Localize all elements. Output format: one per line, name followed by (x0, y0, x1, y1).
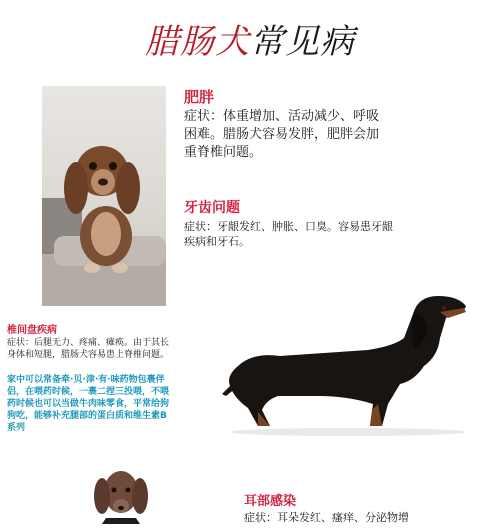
page-title (0, 12, 500, 72)
teeth-title: 牙齿问题 (184, 200, 240, 216)
ear-title: 耳部感染 (244, 494, 297, 509)
portrait-dachshund-image (92, 462, 150, 524)
obesity-title: 肥胖 (184, 88, 215, 106)
title-part-red: 腊肠犬 (145, 22, 250, 62)
disc-tip: 家中可以常备牵·贝·津·有·味药物包裹伴侣，在喂药时候，一裹二捏三投喂，不喂药时候也可以当做牛肉味零食，平常给狗狗吃，能够补充腿部的蛋白质和维生素B系列 (7, 375, 170, 433)
puppy-photo (42, 86, 166, 306)
ear-text: 症状：耳朵发红、瘙痒、分泌物增 (244, 511, 409, 524)
standing-dachshund-image (218, 286, 470, 436)
disc-title: 椎间盘疾病 (7, 325, 57, 336)
obesity-text: 症状：体重增加、活动减少、呼吸困难。腊肠犬容易发胖，肥胖会加重脊椎问题。 (184, 109, 380, 160)
title-part-black: 常见病 (250, 22, 355, 62)
teeth-text: 症状：牙龈发红、肿胀、口臭。容易患牙龈疾病和牙石。 (184, 220, 393, 248)
disc-text: 症状：后腿无力、疼痛、瘫痪。由于其长身体和短腿，腊肠犬容易患上脊椎问题。 (7, 338, 170, 360)
